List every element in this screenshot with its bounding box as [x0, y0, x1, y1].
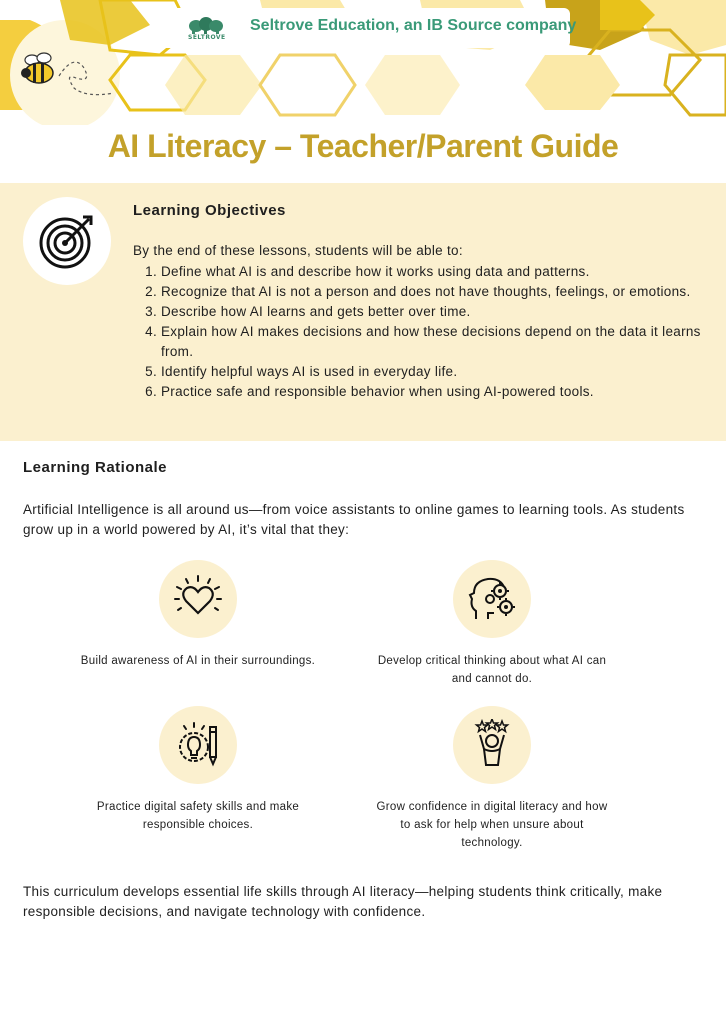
list-text: Describe how AI learns and gets better over time. — [161, 304, 471, 319]
list-number: 2. — [145, 284, 157, 299]
rationale-card-critical-thinking — [372, 560, 612, 688]
rationale-card-digital-safety — [78, 706, 318, 834]
card-text: Build awareness of AI in their surroundings. — [80, 655, 316, 667]
lightbulb-pencil-icon — [172, 719, 224, 771]
list-item — [133, 382, 703, 402]
rationale-intro: Artificial Intelligence is all around us—from voice assistants to online games to learning tools. As students grow up in a world powered by AI, it’s vital that they: — [23, 502, 685, 537]
rationale-card-confidence — [372, 706, 612, 852]
person-stars-icon — [466, 719, 518, 771]
heart-icon-circle — [159, 560, 237, 638]
heart-icon — [172, 573, 224, 625]
list-text: Recognize that AI is not a person and does not have thoughts, feelings, or emotions. — [161, 284, 691, 299]
list-number: 1. — [145, 264, 157, 279]
closing-paragraph: This curriculum develops essential life skills through AI literacy—helping students think critically, make responsible decisions, and navigate technology with confidence. — [23, 884, 663, 919]
objectives-section — [0, 183, 726, 441]
objectives-heading: Learning Objectives — [133, 202, 286, 219]
head-gears-icon-circle — [453, 560, 531, 638]
objectives-list — [133, 262, 703, 402]
list-text: Identify helpful ways AI is used in everyday life. — [161, 364, 458, 379]
list-item — [133, 262, 703, 282]
card-text: Grow confidence in digital literacy and how to ask for help when unsure about technology. — [376, 801, 608, 849]
target-icon — [37, 211, 97, 271]
list-item — [133, 282, 703, 302]
head-gears-icon — [466, 573, 518, 625]
list-number: 4. — [145, 324, 157, 339]
list-text: Define what AI is and describe how it works using data and patterns. — [161, 264, 590, 279]
rationale-heading: Learning Rationale — [23, 459, 168, 476]
person-stars-icon-circle — [453, 706, 531, 784]
list-text: Practice safe and responsible behavior when using AI-powered tools. — [161, 384, 594, 399]
list-item — [133, 302, 703, 322]
lightbulb-pencil-icon-circle — [159, 706, 237, 784]
list-number: 6. — [145, 384, 157, 399]
bee-icon — [14, 48, 124, 98]
rationale-card-awareness — [78, 560, 318, 670]
card-text: Develop critical thinking about what AI can and cannot do. — [377, 655, 607, 685]
list-number: 5. — [145, 364, 157, 379]
list-text: Explain how AI makes decisions and how these decisions depend on the data it learns from. — [161, 324, 701, 359]
company-name: Seltrove Education, an IB Source company — [250, 17, 577, 34]
list-item — [133, 322, 703, 362]
header-bar — [150, 8, 577, 48]
page-title: AI Literacy – Teacher/Parent Guide — [107, 128, 619, 164]
target-icon-circle — [23, 197, 111, 285]
list-number: 3. — [145, 304, 157, 319]
list-item — [133, 362, 703, 382]
logo-text: SELTROVE — [188, 34, 226, 41]
card-text: Practice digital safety skills and make responsible choices. — [96, 801, 300, 831]
objectives-intro: By the end of these lessons, students will be able to: — [133, 243, 463, 258]
